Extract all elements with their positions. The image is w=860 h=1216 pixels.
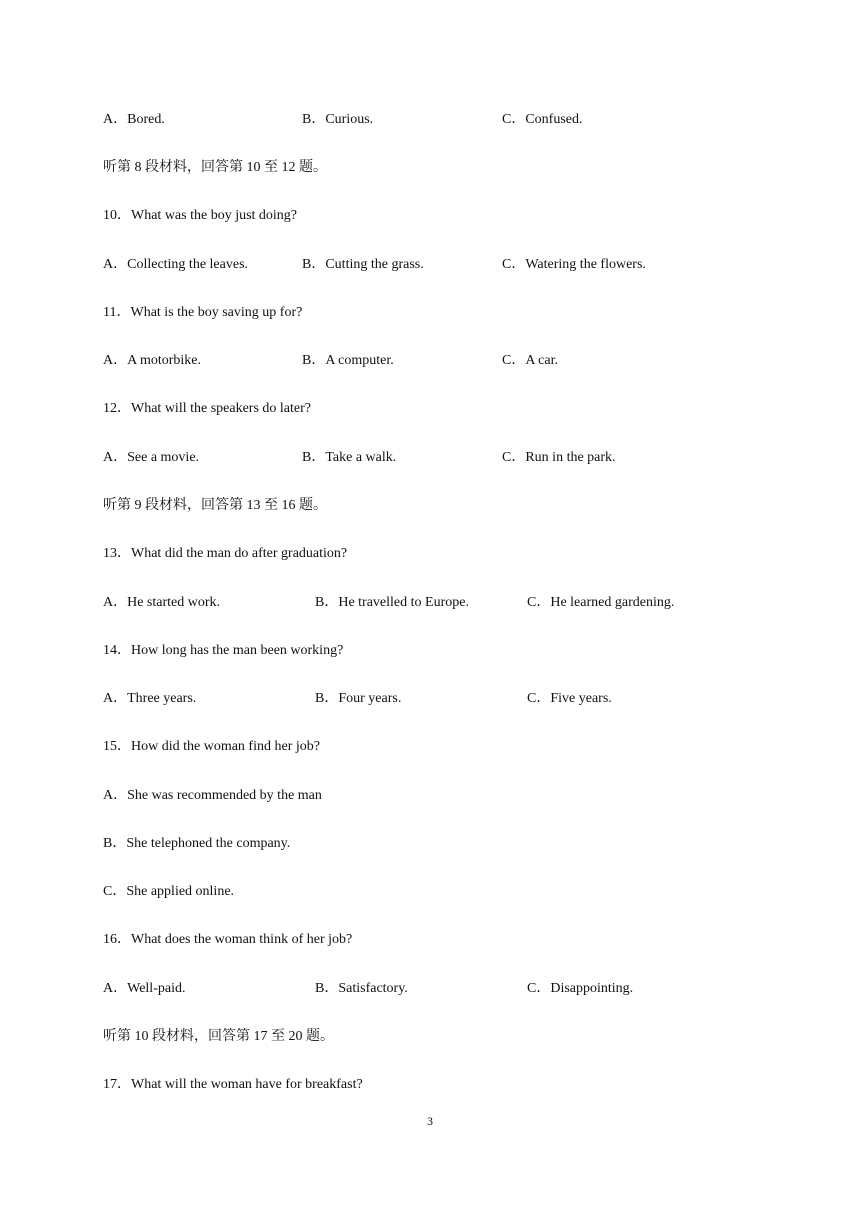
section-instruction: 听第 9 段材料，回答第 13 至 16 题。 [103, 498, 327, 513]
option-a: A．He started work. [103, 595, 221, 610]
section-instruction: 听第 8 段材料，回答第 10 至 12 题。 [103, 160, 327, 175]
option-b: B．Cutting the grass. [302, 257, 424, 272]
option-c: C．Disappointing. [527, 981, 634, 996]
option-a: A．Collecting the leaves. [103, 257, 249, 272]
option-b: B．Satisfactory. [315, 981, 408, 996]
option-a: A．She was recommended by the man [103, 788, 322, 803]
question: 14．How long has the man been working? [103, 643, 344, 658]
question: 12．What will the speakers do later? [103, 401, 311, 416]
option-a: A．A motorbike. [103, 353, 201, 368]
option-b: B．Take a walk. [302, 450, 397, 465]
option-c: C．Watering the flowers. [502, 257, 646, 272]
option-b: B．She telephoned the company. [103, 836, 291, 851]
question: 10．What was the boy just doing? [103, 208, 298, 223]
option-c: C．A car. [502, 353, 558, 368]
page-number: 3 [427, 1114, 433, 1128]
question: 11．What is the boy saving up for? [103, 305, 303, 320]
option-a: A．Well-paid. [103, 981, 186, 996]
option-a: A．Bored. [103, 112, 165, 127]
option-c: C．She applied online. [103, 884, 235, 899]
option-c: C．Run in the park. [502, 450, 616, 465]
question: 16．What does the woman think of her job? [103, 932, 353, 947]
question: 13．What did the man do after graduation? [103, 546, 348, 561]
option-b: B．Curious. [302, 112, 374, 127]
option-c: C．He learned gardening. [527, 595, 675, 610]
section-instruction: 听第 10 段材料，回答第 17 至 20 题。 [103, 1029, 334, 1044]
option-a: A．Three years. [103, 691, 197, 706]
question: 15．How did the woman find her job? [103, 739, 320, 754]
option-c: C．Confused. [502, 112, 583, 127]
option-a: A．See a movie. [103, 450, 200, 465]
option-b: B．Four years. [315, 691, 402, 706]
option-c: C．Five years. [527, 691, 612, 706]
option-b: B．A computer. [302, 353, 394, 368]
option-b: B．He travelled to Europe. [315, 595, 469, 610]
question: 17．What will the woman have for breakfast? [103, 1077, 363, 1092]
